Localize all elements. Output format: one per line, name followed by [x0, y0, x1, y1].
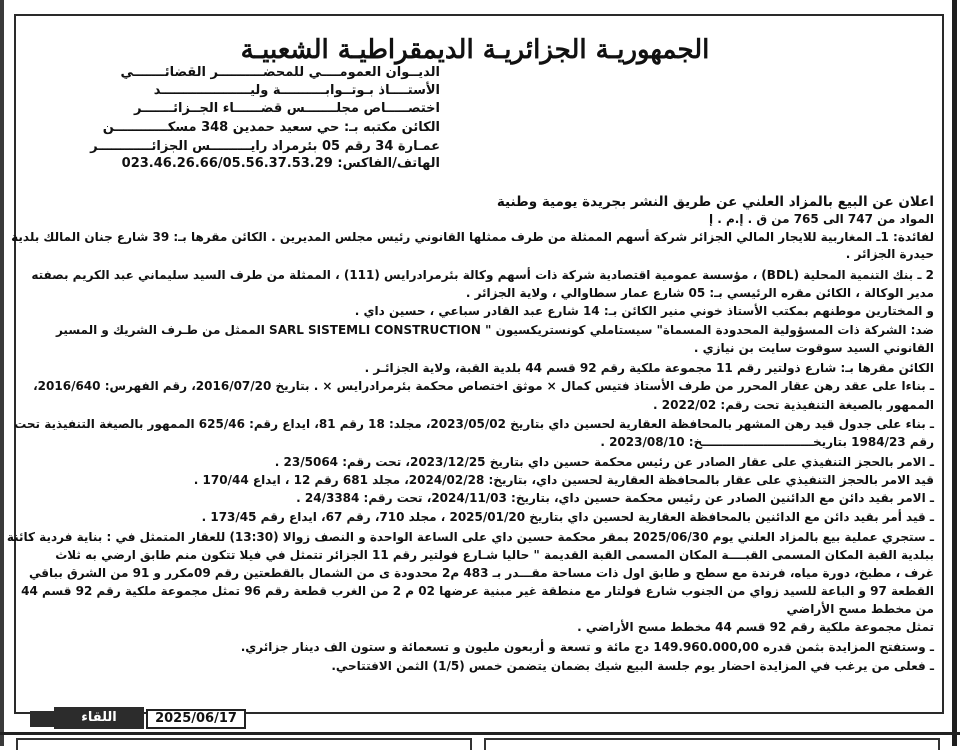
- header-line-phone: الهاتف/الفاكس: 023.46.26.66/05.56.37.53.29: [121, 156, 440, 171]
- page-title: الجمهوريـة الجزائريـة الديمقراطيـة الشعبيـة: [240, 35, 710, 65]
- notice-heading: اعلان عن البيع بالمزاد العلني عن طريق النشر بجريدة يومية وطنية: [496, 194, 934, 210]
- notice-line: ضد: الشركة ذات المسؤولية المحدودة المسماة" سيستاملي كونستريكسيون " SARL SISTEMLI CONSTRUCTION الممثل من طـرف الشريك و المسير: [55, 323, 934, 337]
- left-edge: [0, 0, 4, 746]
- header-line-office: الديــوان العمومــــي للمحضــــــــــر القضائـــــــي: [120, 65, 440, 80]
- notice-line: و المختارين موطنهم بمكتب الأستاذ خوني منير الكائن بـ: 14 شارع عبد القادر سباعي ، حسين داي .: [354, 304, 934, 318]
- header-line-building: عمـارة 34 رقم 05 بئرمراد رايـــــــــس الجزائــــــــــــر: [90, 139, 440, 154]
- notice-line: من مخطط مسح الأراضي: [786, 602, 934, 616]
- publication-date: 2025/06/17: [146, 709, 246, 729]
- notice-line: ـ قيد أمر بقيد دائن مع الدائنين بالمحافظة العقارية لحسين داي بتاريخ 2025/01/20 ، مجلد 710، رقم 67، ايداع رقم 173/45 .: [201, 510, 934, 524]
- newspaper-tag-notch: [30, 711, 54, 727]
- notice-line: 2 ـ بنك التنمية المحلية (BDL) ، مؤسسة عمومية اقتصادية شركة ذات أسهم وكالة بئرمرادرايس (111) ، الممثلة من طرف السيد سليماني عبد الكريم بصفته: [31, 268, 934, 282]
- notice-line: المواد من 747 الى 765 من ق . إ.م . إ: [708, 212, 934, 226]
- notice-line: القانوني السيد سوقوت سايت بن نيازي .: [693, 341, 934, 355]
- bottom-divider: [0, 732, 960, 735]
- notice-line: غرف ، مطبخ، دورة مياه، فرندة مع سطح و طابق اول ذات مساحة مقـــدر بـ 483 م2 محدودة ى من الشمال بالقطعتين رقم 09مكرر و 91 من الشرق بباقي: [28, 566, 934, 580]
- next-column-box-right: [484, 738, 940, 750]
- notice-line: قيد الامر بالحجز التنفيذي على عقار بالمحافظة العقارية لحسين داي، بتاريخ: 2024/02/28، مجلد 681 رقم 12 ، ايداع 170/44 .: [193, 473, 934, 487]
- notice-line: الممهور بالصيغة التنفيذية تحت رقم: 2022/02 .: [653, 398, 934, 412]
- right-edge: [952, 0, 957, 746]
- notice-line: رقم 1984/23 بتاريخـــــــــــــــــــــــــــخ: 2023/08/10 .: [600, 435, 934, 449]
- notice-line: ـ بناء على جدول قيد رهن المشهر بالمحافظة العقارية لحسين داي بتاريخ 2023/05/02، مجلد: 18 رقم 81، ايداع رقم: 625/46 الممهور بالصيغة التنفيذية تحت: [14, 417, 934, 431]
- notice-line: ـ الامر بالحجز التنفيذي على عقار الصادر عن رئيس محكمة حسين داي بتاريخ 2023/12/25، تحت رقم: 23/5064 .: [274, 455, 934, 469]
- next-column-box-left: [16, 738, 472, 750]
- notice-line: حيدرة الجزائر .: [845, 247, 934, 261]
- notice-line: ـ وستفتح المزايدة بثمن قدره 149.960.000,00 دج مائة و تسعة و أربعون مليون و تسعمائة و ستون الف دينار جزائري.: [240, 640, 934, 654]
- notice-line: ـ الامر بقيد دائن مع الدائنين الصادر عن رئيس محكمة حسين داي، بتاريخ: 2024/11/03، تحت رقم: 24/3384 .: [296, 491, 934, 505]
- notice-line: مدير الوكالة ، الكائن مقره الرئيسي بـ: 05 شارع عمار سطاوالي ، ولاية الجزائر .: [465, 286, 934, 300]
- notice-line: ـ ستجري عملية بيع بالمزاد العلني يوم 2025/06/30 بمقر محكمة حسين داي على الساعة الواحدة و النصف زوالا (13:30) للعقار المتمثل في : بناية فردية كائنة: [6, 530, 934, 544]
- notice-line: تمثل مجموعة ملكية رقم 92 قسم 44 مخطط مسح الأراضي .: [577, 620, 934, 634]
- newspaper-tag: اللقاء: [54, 707, 144, 729]
- notice-line: لفائدة: 1ـ المغاربية للايجار المالي الجزائر شركة أسهم الممثلة من طرف ممثلها القانوني رئيس مجلس المديرين . الكائن مقرها بـ: 39 شارع جنان المالك بلدية: [11, 230, 934, 244]
- header-line-address: الكائن مكتبه بـ: حي سعيد حمدين 348 مسكــــــــــــن: [102, 120, 440, 135]
- notice-line: القطعة 97 و الباعة للسيد زواي من الجنوب شارع فولتار مع منطقة غير مبنية عرضها 02 م 2 من الغرب قطعة رقم 96 تمثل مجموعة ملكية رقم 92 قسم 44: [21, 584, 934, 598]
- header-line-bailiff: الأستــــاذ بـوتــوابــــــــــة وليــــــــــــــــــــد: [153, 83, 440, 98]
- notice-line: الكائن مقرها بـ: شارع ذولتير رقم 11 مجموعة ملكية رقم 92 قسم 44 بلدية القبة، ولاية الجزائـر .: [364, 361, 934, 375]
- notice-line: ـ بناءا على عقد رهن عقار المحرر من طرف الأستاذ فتيس كمال × موثق اختصاص محكمة بئرمرادرايس × . بتاريخ 2016/07/20، رقم الفهرس: 2016/640،: [33, 379, 934, 393]
- header-line-jurisdiction: اختصـــــاص مجلـــــــس قضــــــاء الجــزائـــــــر: [133, 101, 440, 116]
- notice-line: ببلدية القبة المكان المسمى القبــــة المكان المسمى القبة القديمة " حاليا شـارع فولتير رقم 11 الجزائر تتمثل في فيلا تتكون منم طابق ارضي به ثلاث: [55, 548, 934, 562]
- notice-line: ـ فعلى من يرغب في المزايدة احضار يوم جلسة البيع شيك بضمان يتضمن خمس (1/5) الثمن الافتتاحي.: [331, 659, 934, 673]
